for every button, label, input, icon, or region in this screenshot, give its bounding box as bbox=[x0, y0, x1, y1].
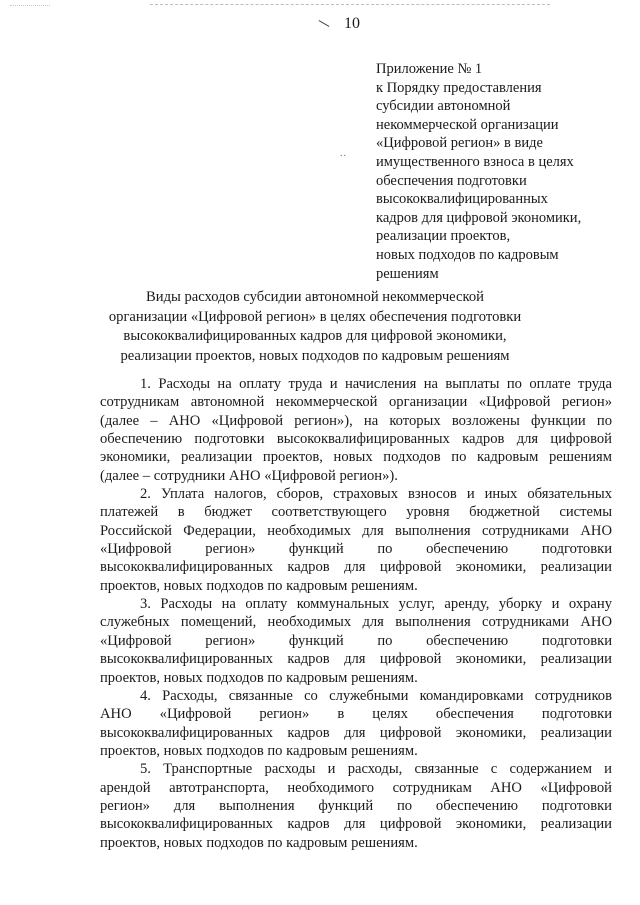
paragraph-line: «Цифровой регион» функций по обеспечению подготовки bbox=[100, 632, 612, 649]
document-title bbox=[60, 288, 570, 366]
paragraph-line: АНО «Цифровой регион» в целях обеспечения подготовки bbox=[100, 706, 612, 723]
paragraph-line: служебных помещений, необходимых для выполнения сотрудниками АНО bbox=[100, 614, 612, 631]
title-line: Виды расходов субсидии автономной некоммерческой bbox=[146, 289, 484, 305]
paragraph-line: проектов, новых подходов по кадровым решениям. bbox=[100, 577, 418, 594]
scan-dots: .. bbox=[340, 148, 347, 159]
page-number-area bbox=[318, 14, 378, 36]
paragraph-line: 2. Уплата налогов, сборов, страховых взносов и иных обязательных bbox=[140, 486, 612, 503]
paragraph-line: (далее – АНО «Цифровой регион»), на которых возложены функции по bbox=[100, 412, 612, 429]
scan-artifact-top bbox=[150, 4, 550, 5]
pen-tick-mark bbox=[319, 20, 330, 27]
appendix-line: субсидии автономной bbox=[376, 98, 511, 115]
paragraph-line: 3. Расходы на оплату коммунальных услуг, аренду, уборку и охрану bbox=[140, 596, 612, 613]
paragraph-line: проектов, новых подходов по кадровым решениям. bbox=[100, 742, 418, 759]
paragraph-line: сотрудникам автономной некоммерческой организации «Цифровой регион» bbox=[100, 394, 612, 411]
title-line: высококвалифицированных кадров для цифровой экономики, bbox=[123, 328, 507, 345]
paragraph-line: проектов, новых подходов по кадровым решениям. bbox=[100, 834, 418, 851]
paragraph-line: обеспечению подготовки высококвалифицированных кадров для цифровой bbox=[100, 431, 612, 448]
paragraph-line: платежей в бюджет соответствующего уровня бюджетной системы bbox=[100, 504, 612, 521]
title-line: организации «Цифровой регион» в целях обеспечения подготовки bbox=[108, 308, 522, 325]
paragraph-1 bbox=[100, 375, 612, 485]
appendix-line: высококвалифицированных bbox=[376, 191, 548, 208]
paragraph-line: (далее – сотрудники АНО «Цифровой регион»). bbox=[100, 467, 398, 484]
paragraph-line: 5. Транспортные расходы и расходы, связанные с содержанием и bbox=[140, 761, 612, 778]
appendix-line: решениям bbox=[376, 265, 439, 282]
paragraph-line: высококвалифицированных кадров для цифровой экономики, реализации bbox=[100, 559, 612, 576]
appendix-line: кадров для цифровой экономики, bbox=[376, 209, 582, 226]
page-number: 10 bbox=[344, 15, 360, 32]
appendix-line: некоммерческой организации bbox=[376, 116, 559, 133]
appendix-block bbox=[376, 60, 626, 283]
paragraph-line: высококвалифицированных кадров для цифровой экономики, реализации bbox=[100, 724, 612, 741]
paragraph-line: «Цифровой регион» функций по обеспечению подготовки bbox=[100, 541, 612, 558]
appendix-line: реализации проектов, bbox=[376, 228, 511, 245]
paragraph-5 bbox=[100, 760, 612, 852]
document-body bbox=[100, 375, 612, 852]
appendix-line: новых подходов по кадровым bbox=[376, 246, 559, 263]
paragraph-3 bbox=[100, 595, 612, 687]
paragraph-line: проектов, новых подходов по кадровым решениям. bbox=[100, 669, 418, 686]
paragraph-2 bbox=[100, 485, 612, 595]
paragraph-4 bbox=[100, 687, 612, 760]
paragraph-line: регион» для выполнения функций по обеспечению подготовки bbox=[100, 797, 612, 814]
appendix-line: обеспечения подготовки bbox=[376, 172, 527, 189]
paragraph-line: высококвалифицированных кадров для цифровой экономики, реализации bbox=[100, 816, 612, 833]
paragraph-line: высококвалифицированных кадров для цифровой экономики, реализации bbox=[100, 651, 612, 668]
paragraph-line: экономики, реализации проектов, новых подходов по кадровым решениям bbox=[100, 449, 612, 466]
title-line: реализации проектов, новых подходов по кадровым решениям bbox=[120, 347, 510, 364]
scan-artifact-left bbox=[10, 5, 50, 6]
paragraph-line: арендой автотранспорта, необходимого сотрудникам АНО «Цифровой bbox=[100, 779, 612, 796]
paragraph-line: 1. Расходы на оплату труда и начисления на выплаты по оплате труда bbox=[140, 376, 612, 392]
paragraph-line: Российской Федерации, необходимых для выполнения сотрудниками АНО bbox=[100, 522, 612, 539]
appendix-line: имущественного взноса в целях bbox=[376, 153, 574, 170]
paragraph-line: 4. Расходы, связанные со служебными командировками сотрудников bbox=[140, 687, 612, 704]
appendix-line: Приложение № 1 bbox=[376, 61, 483, 77]
appendix-line: к Порядку предоставления bbox=[376, 79, 542, 96]
appendix-line: «Цифровой регион» в виде bbox=[376, 135, 543, 152]
